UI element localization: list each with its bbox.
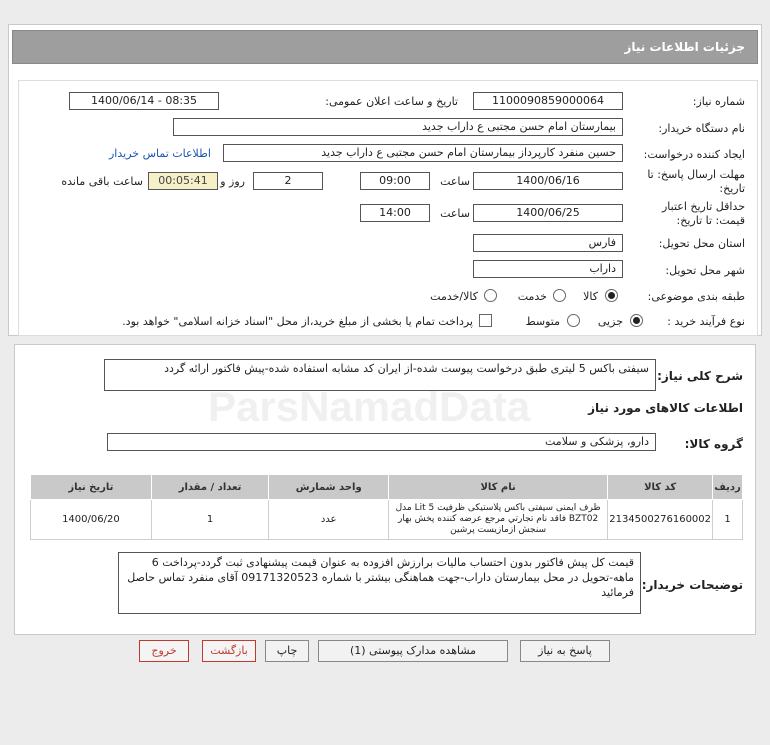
treasury-payment-note: پرداخت تمام یا بخشی از مبلغ خرید،از محل "اسناد خزانه اسلامی" خواهد بود. bbox=[122, 315, 473, 328]
validity-label: حداقل تاریخ اعتبار bbox=[661, 200, 745, 213]
goods-group-field: دارو، پزشکی و سلامت bbox=[107, 433, 656, 451]
deadline-date-field: 1400/06/16 bbox=[473, 172, 623, 190]
reply-button[interactable]: پاسخ به نیاز bbox=[520, 640, 610, 662]
validity-label-2: قیمت: تا تاریخ: bbox=[676, 214, 745, 227]
process-option-minor: جزیی bbox=[597, 315, 623, 328]
deadline-label-2: تاریخ: bbox=[719, 182, 745, 195]
validity-time-label: ساعت bbox=[440, 207, 470, 220]
print-button[interactable]: چاپ bbox=[265, 640, 309, 662]
requester-label: ایجاد کننده درخواست: bbox=[643, 148, 745, 161]
notes-field: قیمت کل پیش فاکتور بدون احتساب مالیات برارزش افزوده به عنوان قیمت پیشنهادی ثبت گردد-پرداخت 6 ماهه-تحویل در محل بیمارستان داراب-جهت هماهنگی بیشتر با شماره 09171320523 آقای منفرد تماس حاصل فرمائید bbox=[118, 552, 641, 614]
days-label: روز و bbox=[220, 175, 245, 188]
remaining-label: ساعت باقی مانده bbox=[61, 175, 143, 188]
table-row bbox=[31, 500, 743, 540]
summary-field: سیفتی باکس 5 لیتری طبق درخواست پیوست شده-از ایران کد مشابه استفاده شده-پیش فاکتور ارائه گردد bbox=[104, 359, 656, 391]
page-title-bar bbox=[12, 30, 758, 64]
cell-row: 1 bbox=[713, 500, 743, 540]
exit-button[interactable]: خروج bbox=[139, 640, 189, 662]
col-row: ردیف bbox=[713, 475, 743, 500]
process-radio-medium[interactable] bbox=[567, 314, 580, 327]
col-date: تاریخ نیاز bbox=[31, 475, 152, 500]
category-radio-service[interactable] bbox=[553, 289, 566, 302]
buyer-contact-link[interactable]: اطلاعات تماس خریدار bbox=[109, 147, 211, 160]
days-field: 2 bbox=[253, 172, 323, 190]
category-option-service: خدمت bbox=[517, 290, 547, 303]
city-field: داراب bbox=[473, 260, 623, 278]
treasury-payment-checkbox[interactable] bbox=[479, 314, 492, 327]
col-code: کد کالا bbox=[608, 475, 713, 500]
deadline-time-field: 09:00 bbox=[360, 172, 430, 190]
process-label: نوع فرآیند خرید : bbox=[667, 315, 745, 328]
process-radio-minor[interactable] bbox=[630, 314, 643, 327]
validity-date-field: 1400/06/25 bbox=[473, 204, 623, 222]
city-label: شهر محل تحویل: bbox=[665, 264, 745, 277]
back-button[interactable]: بازگشت bbox=[202, 640, 256, 662]
cell-code: 2134500276160002 bbox=[608, 500, 713, 540]
page-title: جزئیات اطلاعات نیاز bbox=[624, 40, 745, 54]
category-radio-goods[interactable] bbox=[605, 289, 618, 302]
process-option-medium: متوسط bbox=[525, 315, 560, 328]
cell-name: ظرف ایمنی سیفتی باکس پلاستیکی ظرفیت 5 Lit مدل BZT02 فاقد نام تجارتي مرجع عرضه كننده پخش بهار سنجش ازمازیست پرشین bbox=[389, 500, 608, 540]
remaining-time-field: 00:05:41 bbox=[148, 172, 218, 190]
deadline-label: مهلت ارسال پاسخ: تا bbox=[647, 168, 745, 181]
cell-qty: 1 bbox=[151, 500, 269, 540]
goods-info-title: اطلاعات کالاهای مورد نیاز bbox=[588, 401, 743, 415]
buyer-org-label: نام دستگاه خریدار: bbox=[658, 122, 745, 135]
deadline-time-label: ساعت bbox=[440, 175, 470, 188]
goods-group-label: گروه کالا: bbox=[684, 437, 743, 451]
goods-table bbox=[30, 474, 743, 540]
announce-label: تاریخ و ساعت اعلان عمومی: bbox=[325, 95, 458, 108]
view-attachments-button[interactable]: مشاهده مدارک پیوستی (1) bbox=[318, 640, 508, 662]
buyer-org-field: بیمارستان امام حسن مجتبی ع داراب جدید bbox=[173, 118, 623, 136]
province-label: استان محل تحویل: bbox=[658, 237, 745, 250]
notes-label: توضیحات خریدار: bbox=[641, 578, 743, 592]
goods-table-header bbox=[31, 475, 743, 500]
requester-field: حسین منفرد کارپرداز بیمارستان امام حسن مجتبی ع داراب جدید bbox=[223, 144, 623, 162]
col-qty: تعداد / مقدار bbox=[151, 475, 269, 500]
announce-date-field: 1400/06/14 - 08:35 bbox=[69, 92, 219, 110]
category-label: طبقه بندی موضوعی: bbox=[647, 290, 745, 303]
need-number-field: 1100090859000064 bbox=[473, 92, 623, 110]
summary-label: شرح کلی نیاز: bbox=[657, 369, 743, 383]
category-radio-goods-service[interactable] bbox=[484, 289, 497, 302]
validity-time-field: 14:00 bbox=[360, 204, 430, 222]
category-option-goods-service: کالا/خدمت bbox=[430, 290, 478, 303]
col-name: نام کالا bbox=[389, 475, 608, 500]
province-field: فارس bbox=[473, 234, 623, 252]
cell-unit: عدد bbox=[269, 500, 389, 540]
category-option-goods: کالا bbox=[583, 290, 598, 303]
need-number-label: شماره نیاز: bbox=[692, 95, 745, 108]
col-unit: واحد شمارش bbox=[269, 475, 389, 500]
cell-date: 1400/06/20 bbox=[31, 500, 152, 540]
